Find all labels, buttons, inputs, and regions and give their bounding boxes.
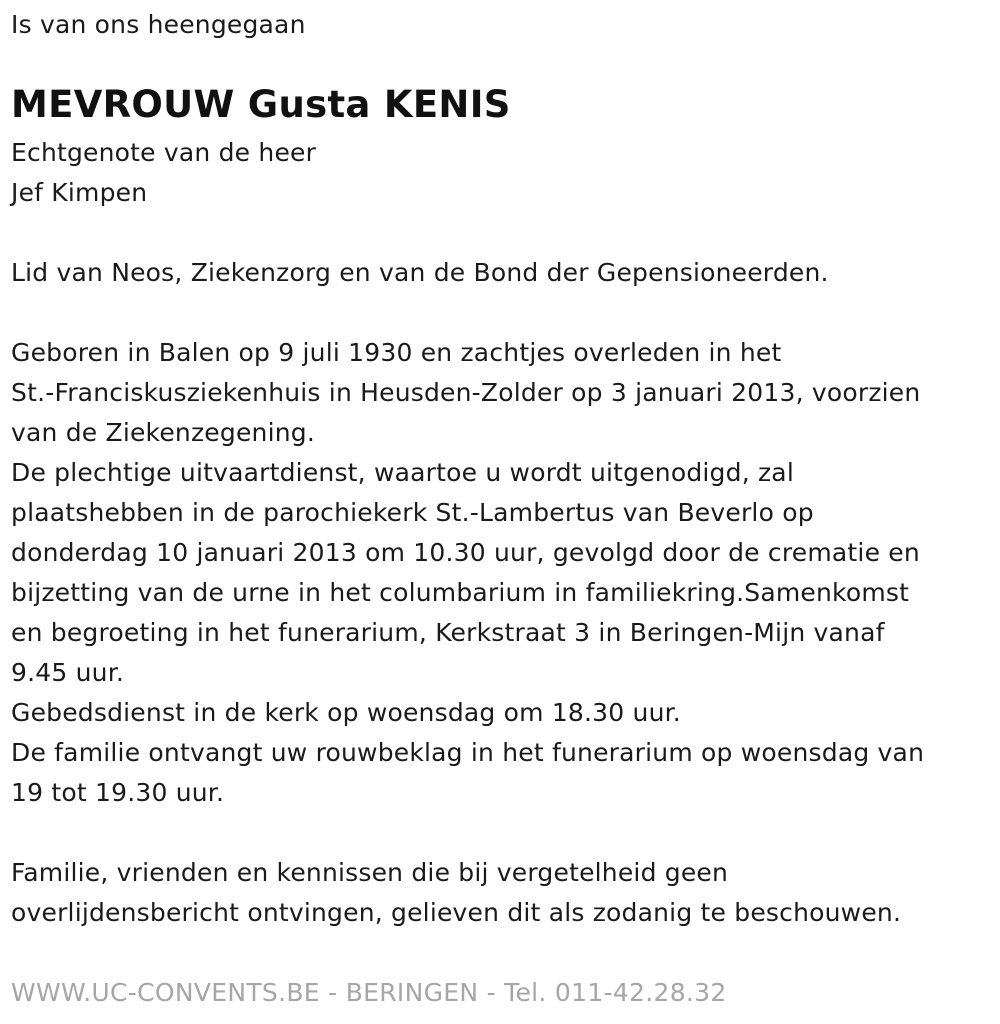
details-line: St.-Franciskusziekenhuis in Heusden-Zolder op 3 januari 2013, voorzien xyxy=(11,378,921,407)
details-line: De plechtige uitvaartdienst, waartoe u wordt uitgenodigd, zal xyxy=(11,458,794,487)
details-line: en begroeting in het funerarium, Kerkstraat 3 in Beringen-Mijn vanaf xyxy=(11,618,885,647)
details-line: plaatshebben in de parochiekerk St.-Lambertus van Beverlo op xyxy=(11,498,814,527)
spouse-name: Jef Kimpen xyxy=(11,178,148,207)
closing-line: overlijdensbericht ontvingen, gelieven dit als zodanig te beschouwen. xyxy=(11,898,902,927)
closing-line: Familie, vrienden en kennissen die bij vergetelheid geen xyxy=(11,858,729,887)
spouse-line: Echtgenote van de heer xyxy=(11,138,317,167)
details-line: De familie ontvangt uw rouwbeklag in het funerarium op woensdag van xyxy=(11,738,925,767)
footer-contact: WWW.UC-CONVENTS.BE - BERINGEN - Tel. 011-42.28.32 xyxy=(11,978,727,1007)
details-line: Gebedsdienst in de kerk op woensdag om 18.30 uur. xyxy=(11,698,681,727)
details-line: van de Ziekenzegening. xyxy=(11,418,315,447)
details-line: 19 tot 19.30 uur. xyxy=(11,778,225,807)
details-line: 9.45 uur. xyxy=(11,658,125,687)
details-line: bijzetting van de urne in het columbarium in familiekring.Samenkomst xyxy=(11,578,910,607)
deceased-name: MEVROUW Gusta KENIS xyxy=(11,83,511,126)
membership-text: Lid van Neos, Ziekenzorg en van de Bond der Gepensioneerden. xyxy=(11,258,829,287)
intro-text: Is van ons heengegaan xyxy=(11,10,306,39)
details-line: donderdag 10 januari 2013 om 10.30 uur, gevolgd door de crematie en xyxy=(11,538,920,567)
details-line: Geboren in Balen op 9 juli 1930 en zachtjes overleden in het xyxy=(11,338,782,367)
